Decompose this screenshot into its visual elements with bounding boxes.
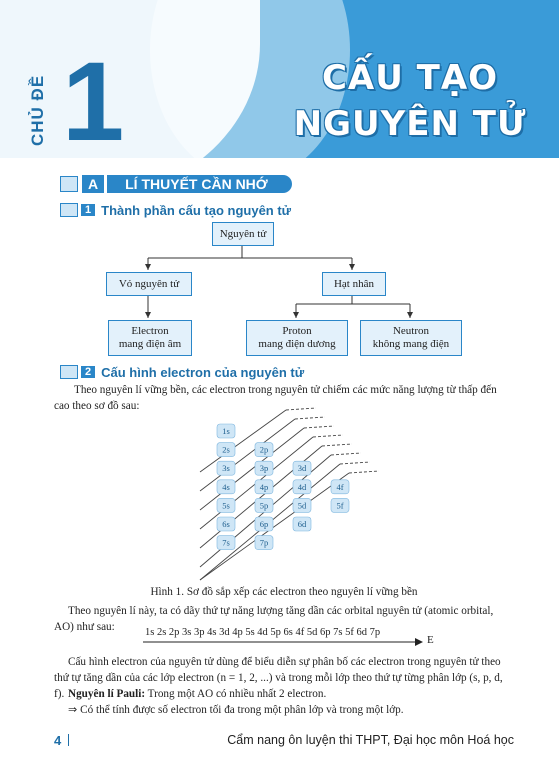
- subsection-label: Cấu hình electron của nguyên tử: [101, 364, 305, 380]
- chapter-title-line2: NGUYÊN TỬ: [293, 104, 527, 144]
- electron-line1: Electron: [131, 325, 169, 337]
- neutron-line2: không mang điện: [372, 338, 450, 350]
- subsection-number: 1: [81, 204, 95, 216]
- orbital-label: 5f: [336, 500, 344, 511]
- conclusion: ⇒ Có thể tính được số electron tối đa trong một phân lớp và trong một lớp.: [68, 704, 404, 716]
- orbital-label: 4p: [259, 481, 269, 492]
- paragraph-order: Theo nguyên lí này, ta có dãy thứ tự năng lượng tăng dần các orbital nguyên tử (atomic orbital, AO) như sau:: [54, 605, 494, 633]
- orbital-label: 7p: [259, 537, 269, 548]
- section-letter: A: [82, 175, 104, 193]
- chapter-number: 1: [62, 39, 125, 158]
- orbital-label: 5s: [222, 500, 230, 511]
- atom-box: Nguyên tử: [212, 222, 274, 246]
- orbital-label: 7s: [222, 537, 230, 548]
- orbital-label: 3s: [222, 463, 230, 474]
- orbital-label: 5p: [259, 500, 269, 511]
- orbital-label: 4s: [222, 481, 230, 492]
- electron-line2: mang điện âm: [118, 338, 182, 350]
- orbital-label: 2p: [259, 444, 269, 455]
- shell-box: Vỏ nguyên tử: [106, 272, 192, 296]
- orbital-label: 3d: [297, 463, 307, 474]
- energy-sequence: 1s 2s 2p 3s 3p 4s 3d 4p 5s 4d 5p 6s 4f 5d 6p 7s 5f 6d 7p: [145, 627, 381, 638]
- energy-label: E: [427, 634, 434, 646]
- orbital-label: 6p: [259, 519, 269, 529]
- book-title: Cẩm nang ôn luyện thi THPT, Đại học môn Hoá học: [227, 733, 514, 747]
- pauli-principle: [54, 686, 514, 702]
- subsection-label: Thành phần cấu tạo nguyên tử: [101, 202, 292, 218]
- chapter-label: CHỦ ĐỀ: [28, 74, 47, 146]
- page-number: 4: [54, 733, 62, 748]
- paragraph-configuration: Cấu hình electron của nguyên tử dùng để biểu diễn sự phân bố các electron trong nguyên tử theo thứ tự tăng dần của các lớp electron (n = 1, 2, ...) và trong mỗi lớp theo thứ tự từng phân lớp (s, p, d, f).: [54, 656, 503, 700]
- orbital-label: 1s: [222, 426, 230, 436]
- proton-line1: Proton: [282, 325, 312, 337]
- figure-caption: Hình 1. Sơ đồ sắp xếp các electron theo nguyên lí vững bền: [150, 586, 418, 598]
- orbital-label: 6s: [222, 519, 230, 529]
- orbital-label: 4d: [297, 481, 307, 492]
- footer-divider: [68, 734, 69, 746]
- neutron-line1: Neutron: [392, 325, 430, 337]
- orbital-label: 2s: [222, 444, 230, 455]
- section-label: LÍ THUYẾT CẦN NHỚ: [107, 175, 292, 193]
- nucleus-box: Hạt nhân: [322, 272, 386, 296]
- pauli-text: Trong một AO có nhiều nhất 2 electron.: [145, 688, 327, 700]
- orbital-label: 3p: [259, 463, 269, 474]
- subsection-number: 2: [81, 366, 95, 378]
- pauli-label: Nguyên lí Pauli:: [68, 688, 146, 700]
- orbital-label: 5d: [297, 500, 307, 511]
- orbital-label: 6d: [297, 519, 307, 529]
- orbital-label: 4f: [336, 481, 344, 492]
- paragraph-intro: Theo nguyên lí vững bền, các electron trong nguyên tử chiếm các mức năng lượng từ thấp đến cao theo sơ đồ sau:: [54, 384, 497, 412]
- proton-line2: mang điện dương: [258, 338, 336, 350]
- chapter-title-line1: CẤU TẠO: [321, 58, 499, 98]
